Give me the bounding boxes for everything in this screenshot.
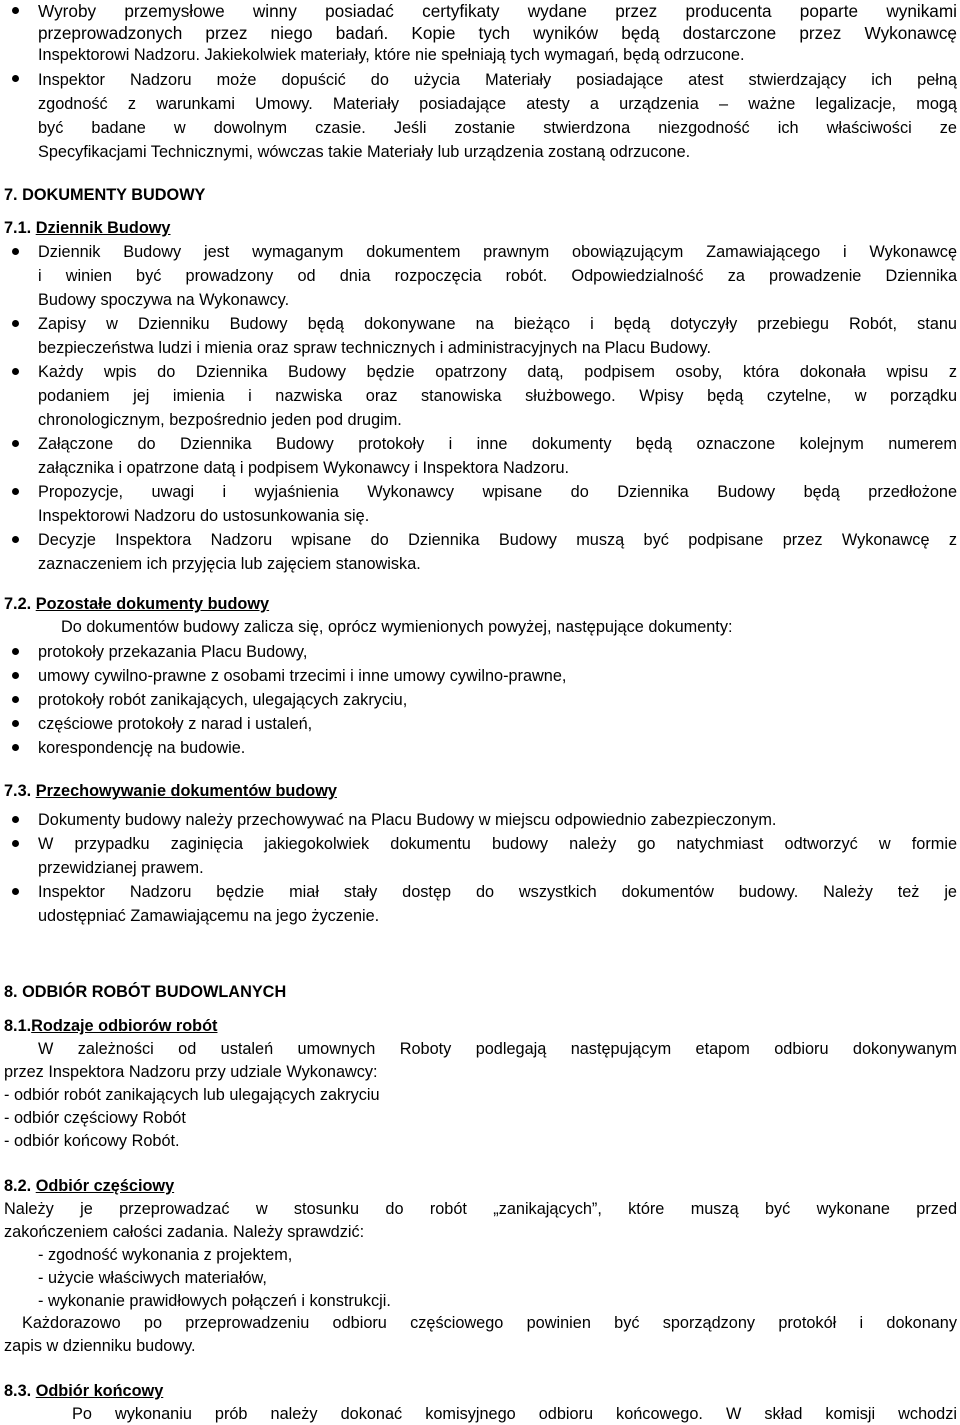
paragraph-line: Decyzje Inspektora Nadzoru wpisane do Dziennika Budowy muszą być podpisane przez Wykonawcę z bbox=[38, 531, 957, 549]
paragraph-line: Każdorazowo po przeprowadzeniu odbioru częściowego powinien być sporządzony protokół i dokonany bbox=[22, 1314, 957, 1332]
paragraph-line: Dokumenty budowy należy przechowywać na Placu Budowy w miejscu odpowiednio zabezpieczonym. bbox=[38, 811, 777, 829]
paragraph-line: Inspektorowi Nadzoru do ustosunkowania się. bbox=[38, 507, 370, 525]
paragraph-line: przeprowadzonych przez niego badań. Kopie tych wyników będą dostarczone przez Wykonawcę bbox=[38, 23, 957, 43]
paragraph-line: bezpieczeństwa ludzi i mienia oraz spraw technicznych i administracyjnych na Placu Budowy. bbox=[38, 339, 711, 357]
paragraph-line: i winien być prowadzony od dnia rozpoczęcia robót. Odpowiedzialność za prowadzenie Dziennika bbox=[38, 267, 957, 285]
subsection-number: 8.2. bbox=[4, 1177, 32, 1195]
bullet-icon bbox=[12, 744, 19, 751]
paragraph-line: zapis w dzienniku budowy. bbox=[4, 1337, 196, 1355]
bullet-icon bbox=[12, 648, 19, 655]
subsection-heading bbox=[4, 593, 269, 615]
subsection-title: Przechowywanie dokumentów budowy bbox=[35, 782, 337, 800]
subsection-title: Dziennik Budowy bbox=[35, 219, 171, 237]
paragraph-line: Specyfikacjami Technicznymi, wówczas takie Materiały lub urządzenia zostaną odrzucone. bbox=[38, 143, 691, 161]
list-item: - odbiór końcowy Robót. bbox=[4, 1132, 180, 1150]
subsection-heading bbox=[4, 1380, 163, 1402]
paragraph-line: przewidzianej prawem. bbox=[38, 859, 204, 877]
paragraph-line: Wyroby przemysłowe winny posiadać certyfikaty wydane przez producenta poparte wynikami bbox=[38, 1, 957, 21]
bullet-icon bbox=[12, 488, 19, 495]
bullet-icon bbox=[12, 248, 19, 255]
list-item: protokoły przekazania Placu Budowy, bbox=[38, 643, 308, 661]
paragraph-line: zaznaczeniem ich przyjęcia lub zajęciem stanowiska. bbox=[38, 555, 421, 573]
subsection-number: 8.1. bbox=[4, 1017, 32, 1035]
list-item: protokoły robót zanikających, ulegających zakryciu, bbox=[38, 691, 408, 709]
list-item: - zgodność wykonania z projektem, bbox=[38, 1246, 293, 1264]
paragraph-line: podaniem jej imienia i nazwiska oraz stanowiska służbowego. Wpisy będą czytelne, w porządku bbox=[38, 387, 957, 405]
subsection-title: Pozostałe dokumenty budowy bbox=[35, 595, 270, 613]
subsection-heading bbox=[4, 1175, 174, 1197]
list-item: umowy cywilno-prawne z osobami trzecimi i inne umowy cywilno-prawne, bbox=[38, 667, 567, 685]
list-item: - użycie właściwych materiałów, bbox=[38, 1269, 267, 1287]
paragraph-line: Zapisy w Dzienniku Budowy będą dokonywane na bieżąco i będą dotyczyły przebiegu Robót, stanu bbox=[38, 315, 957, 333]
section-heading: 8. ODBIÓR ROBÓT BUDOWLANYCH bbox=[4, 983, 287, 1001]
bullet-icon bbox=[12, 536, 19, 543]
subsection-heading bbox=[4, 780, 337, 802]
list-item: korespondencję na budowie. bbox=[38, 739, 246, 757]
bullet-icon bbox=[12, 672, 19, 679]
paragraph-line: Po wykonaniu prób należy dokonać komisyjnego odbioru końcowego. W skład komisji wchodzi bbox=[72, 1405, 957, 1423]
paragraph-line: Budowy spoczywa na Wykonawcy. bbox=[38, 291, 290, 309]
subsection-title: Odbiór końcowy bbox=[35, 1382, 164, 1400]
paragraph-line: Załączone do Dziennika Budowy protokoły i inne dokumenty będą oznaczone kolejnym numerem bbox=[38, 435, 957, 453]
subsection-title: Odbiór częściowy bbox=[35, 1177, 175, 1195]
bullet-icon bbox=[12, 75, 19, 82]
subsection-title: Rodzaje odbiorów robót bbox=[31, 1017, 218, 1035]
paragraph-line: Propozycje, uwagi i wyjaśnienia Wykonawcy wpisane do Dziennika Budowy będą przedłożone bbox=[38, 483, 957, 501]
bullet-icon bbox=[12, 816, 19, 823]
paragraph-line: Inspektor Nadzoru będzie miał stały dostęp do wszystkich dokumentów budowy. Należy też je bbox=[38, 883, 957, 901]
paragraph-line: Każdy wpis do Dziennika Budowy będzie opatrzony datą, podpisem osoby, która dokonała wpisu z bbox=[38, 363, 957, 381]
paragraph-line: zakończeniem całości zadania. Należy sprawdzić: bbox=[4, 1223, 365, 1241]
paragraph-line: W przypadku zaginięcia jakiegokolwiek dokumentu budowy należy go natychmiast odtworzyć w formie bbox=[38, 835, 957, 853]
subsection-number: 7.2. bbox=[4, 595, 32, 613]
paragraph-line: Należy je przeprowadzać w stosunku do robót „zanikających”, które muszą być wykonane przed bbox=[4, 1200, 957, 1218]
list-item: - odbiór częściowy Robót bbox=[4, 1109, 186, 1127]
bullet-icon bbox=[12, 440, 19, 447]
paragraph-line: Dziennik Budowy jest wymaganym dokumentem prawnym obowiązującym Zamawiającego i Wykonawcę bbox=[38, 243, 957, 261]
subsection-number: 7.3. bbox=[4, 782, 32, 800]
bullet-icon bbox=[12, 320, 19, 327]
subsection-heading bbox=[4, 1015, 217, 1037]
subsection-heading bbox=[4, 217, 171, 239]
list-item: częściowe protokoły z narad i ustaleń, bbox=[38, 715, 313, 733]
bullet-icon bbox=[12, 368, 19, 375]
bullet-icon bbox=[12, 840, 19, 847]
paragraph-line: W zależności od ustaleń umownych Roboty podlegają następującym etapom odbioru dokonywanym bbox=[38, 1040, 957, 1058]
bullet-icon bbox=[12, 7, 19, 14]
paragraph-line: przez Inspektora Nadzoru przy udziale Wykonawcy: bbox=[4, 1063, 378, 1081]
paragraph-line: zgodność z warunkami Umowy. Materiały posiadające atesty a urządzenia – ważne legalizacje, mogą bbox=[38, 95, 957, 113]
bullet-icon bbox=[12, 888, 19, 895]
paragraph-line: być badane w dowolnym czasie. Jeśli zostanie stwierdzona niezgodność ich właściwości ze bbox=[38, 119, 957, 137]
subsection-number: 8.3. bbox=[4, 1382, 32, 1400]
bullet-icon bbox=[12, 720, 19, 727]
paragraph-line: chronologicznym, bezpośrednio jeden pod drugim. bbox=[38, 411, 402, 429]
paragraph-line: Inspektorowi Nadzoru. Jakiekolwiek materiały, które nie spełniają tych wymagań, będą odrzucone. bbox=[38, 46, 745, 64]
bullet-icon bbox=[12, 696, 19, 703]
paragraph-line: udostępniać Zamawiającemu na jego życzenie. bbox=[38, 907, 380, 925]
list-item: - odbiór robót zanikających lub ulegających zakryciu bbox=[4, 1086, 380, 1104]
list-item: - wykonanie prawidłowych połączeń i konstrukcji. bbox=[38, 1292, 391, 1310]
paragraph-line: Do dokumentów budowy zalicza się, oprócz wymienionych powyżej, następujące dokumenty: bbox=[61, 618, 733, 636]
paragraph-line: załącznika i opatrzone datą i podpisem Wykonawcy i Inspektora Nadzoru. bbox=[38, 459, 570, 477]
subsection-number: 7.1. bbox=[4, 219, 32, 237]
paragraph-line: Inspektor Nadzoru może dopuścić do użycia Materiały posiadające atest stwierdzający ich pełną bbox=[38, 71, 957, 89]
section-heading: 7. DOKUMENTY BUDOWY bbox=[4, 186, 206, 204]
